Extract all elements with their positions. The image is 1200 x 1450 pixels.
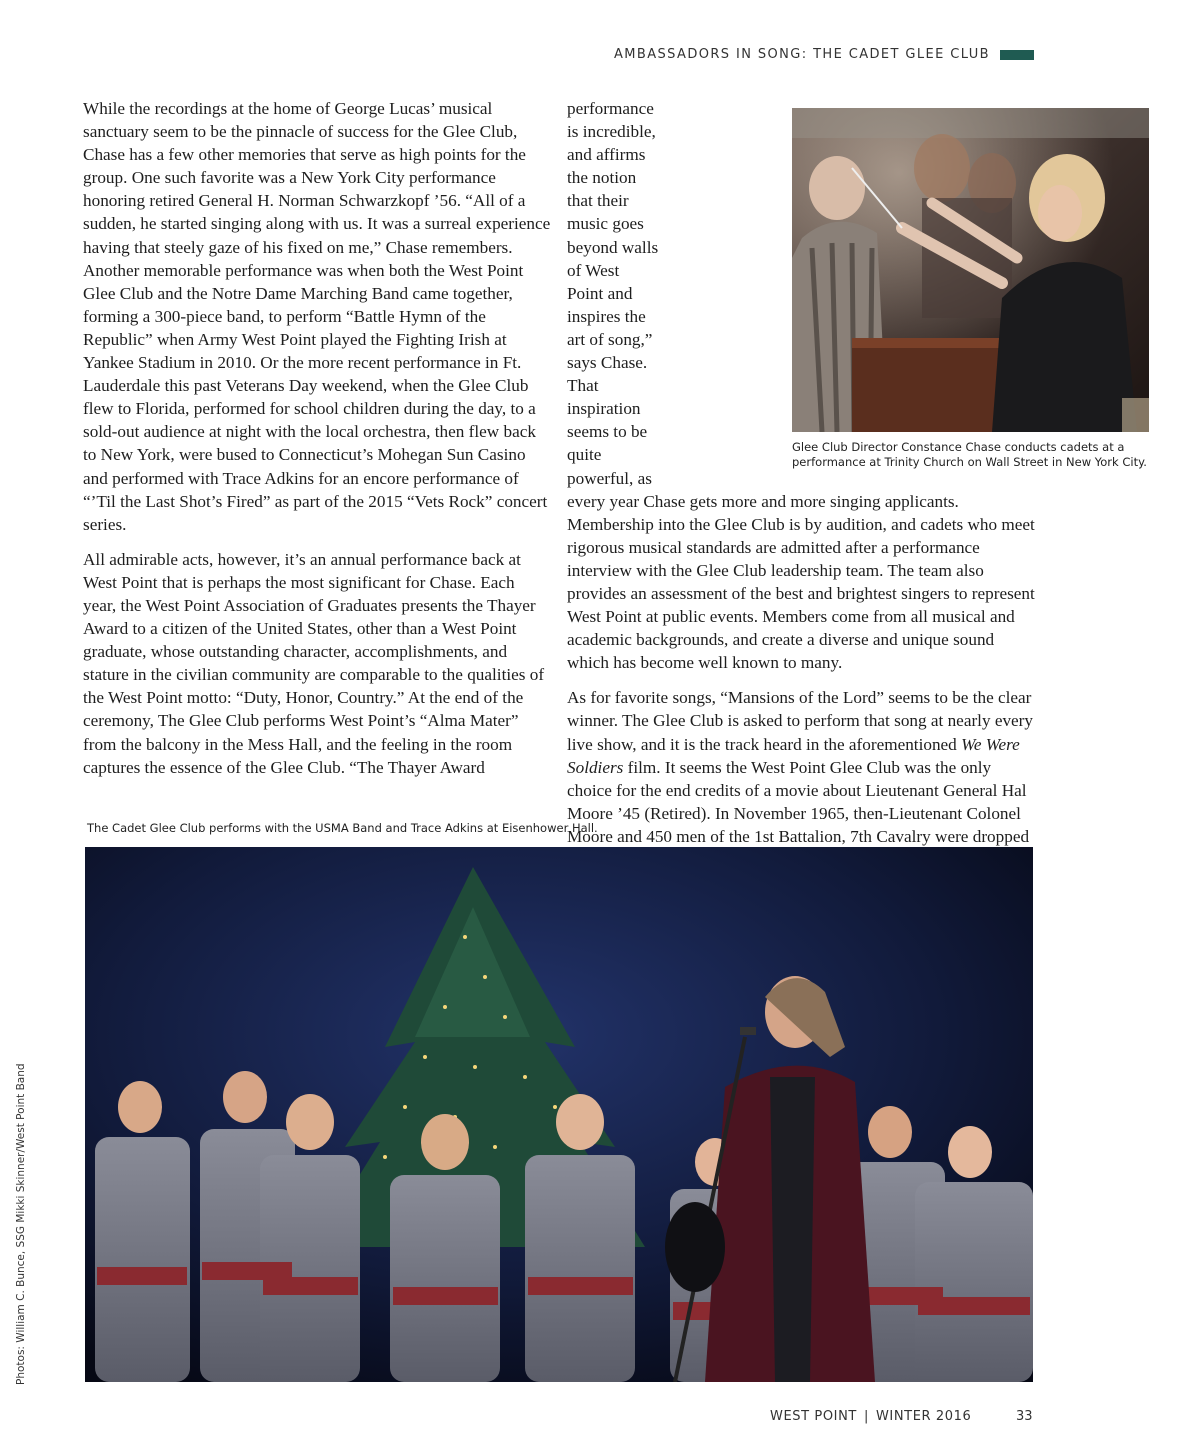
footer-separator: |	[863, 1409, 869, 1424]
photo-caption-bottom: The Cadet Glee Club performs with the USMA Band and Trace Adkins at Eisenhower Hall.	[87, 821, 598, 835]
photo-caption-top: Glee Club Director Constance Chase conducts cadets at a performance at Trinity Church on Wall Street in New York City.	[792, 440, 1147, 469]
page-number: 33	[1016, 1409, 1033, 1424]
paragraph: All admirable acts, however, it’s an annual performance back at West Point that is perhaps the most significant for Chase. Each year, the West Point Association of Graduates presents the Thayer Award to a citizen of the United States, other than a West Point graduate, whose outstanding character, accomplishments, and stature in the civilian community are comparable to the qualities of the West Point motto: “Duty, Honor, Country.” At the end of the ceremony, The Glee Club performs West Point’s “Alma Mater” from the balcony in the Mess Hall, and the feeling in the room captures the essence of the Glee Club. “The Thayer Award	[83, 549, 545, 777]
publication-name: WEST POINT	[770, 1409, 857, 1424]
conductor-photo	[792, 108, 1149, 432]
paragraph: While the recordings at the home of George Lucas’ musical sanctuary seem to be the pinnacle of success for the Glee Club, Chase has a few other memories that serve as high points for the group. One such favorite was a New York City performance honoring retired General H. Norman Schwarzkopf ’56. “All of a sudden, he started singing along with us. It was a surreal experience having that steely gaze of his fixed on me,” Chase remembers. Another memorable performance was when both the West Point Glee Club and the Notre Dame Marching Band came together, forming a 300-piece band, to perform “Battle Hymn of the Republic” when Army West Point played the Fighting Irish at Yankee Stadium in 2010. Or the more recent performance in Ft. Lauderdale this past Veterans Day weekend, when the Glee Club flew to Florida, performed for school children during the day, to a sold-out audience at night with the local orchestra, then flew back to New York, were bused to Connecticut’s Mohegan Sun Casino and performed with Trace Adkins for an encore performance of “’Til the Last Shot’s Fired” as part of the 2015 “Vets Rock” concert series.	[83, 99, 551, 534]
header-accent-bar	[1000, 50, 1034, 60]
film-title: We Were Soldiers	[567, 734, 1020, 777]
running-header	[600, 47, 1034, 62]
page-footer	[770, 1409, 971, 1424]
section-title: AMBASSADORS IN SONG: THE CADET GLEE CLUB	[613, 47, 990, 62]
paragraph: performance is incredible, and affirms the notion that their music goes beyond walls of West Point and inspires the art of song,” says Chase. That inspiration seems to be quite powerful, as every year Chase gets more and more singing applicants. Membership into the Glee Club is by audition, and cadets who meet rigorous musical standards are admitted after a performance interview with the Glee Club leadership team. The team also provides an assessment of the best and brightest singers to represent West Point at public events. Members come from all musical and academic backgrounds, and create a diverse and unique sound which has become well known to many.	[567, 99, 1035, 673]
issue-label: WINTER 2016	[875, 1409, 972, 1424]
paragraph: As for favorite songs, “Mansions of the Lord” seems to be the clear winner. The Glee Club is asked to perform that song at nearly every live show, and it is the track heard in the aforementioned We Were Soldiers film. It seems the West Point Glee Club was the only choice for the end credits of a movie about Lieutenant General Hal Moore ’45 (Retired). In November 1965, then-Lieutenant Colonel Moore and 450 men of the 1st Battalion, 7th Cavalry were dropped	[567, 688, 1034, 846]
photo-credit: Photos: William C. Bunce, SSG Mikki Skinner/West Point Band	[15, 1063, 27, 1385]
concert-photo	[85, 847, 1033, 1382]
article-column-left	[83, 97, 551, 791]
